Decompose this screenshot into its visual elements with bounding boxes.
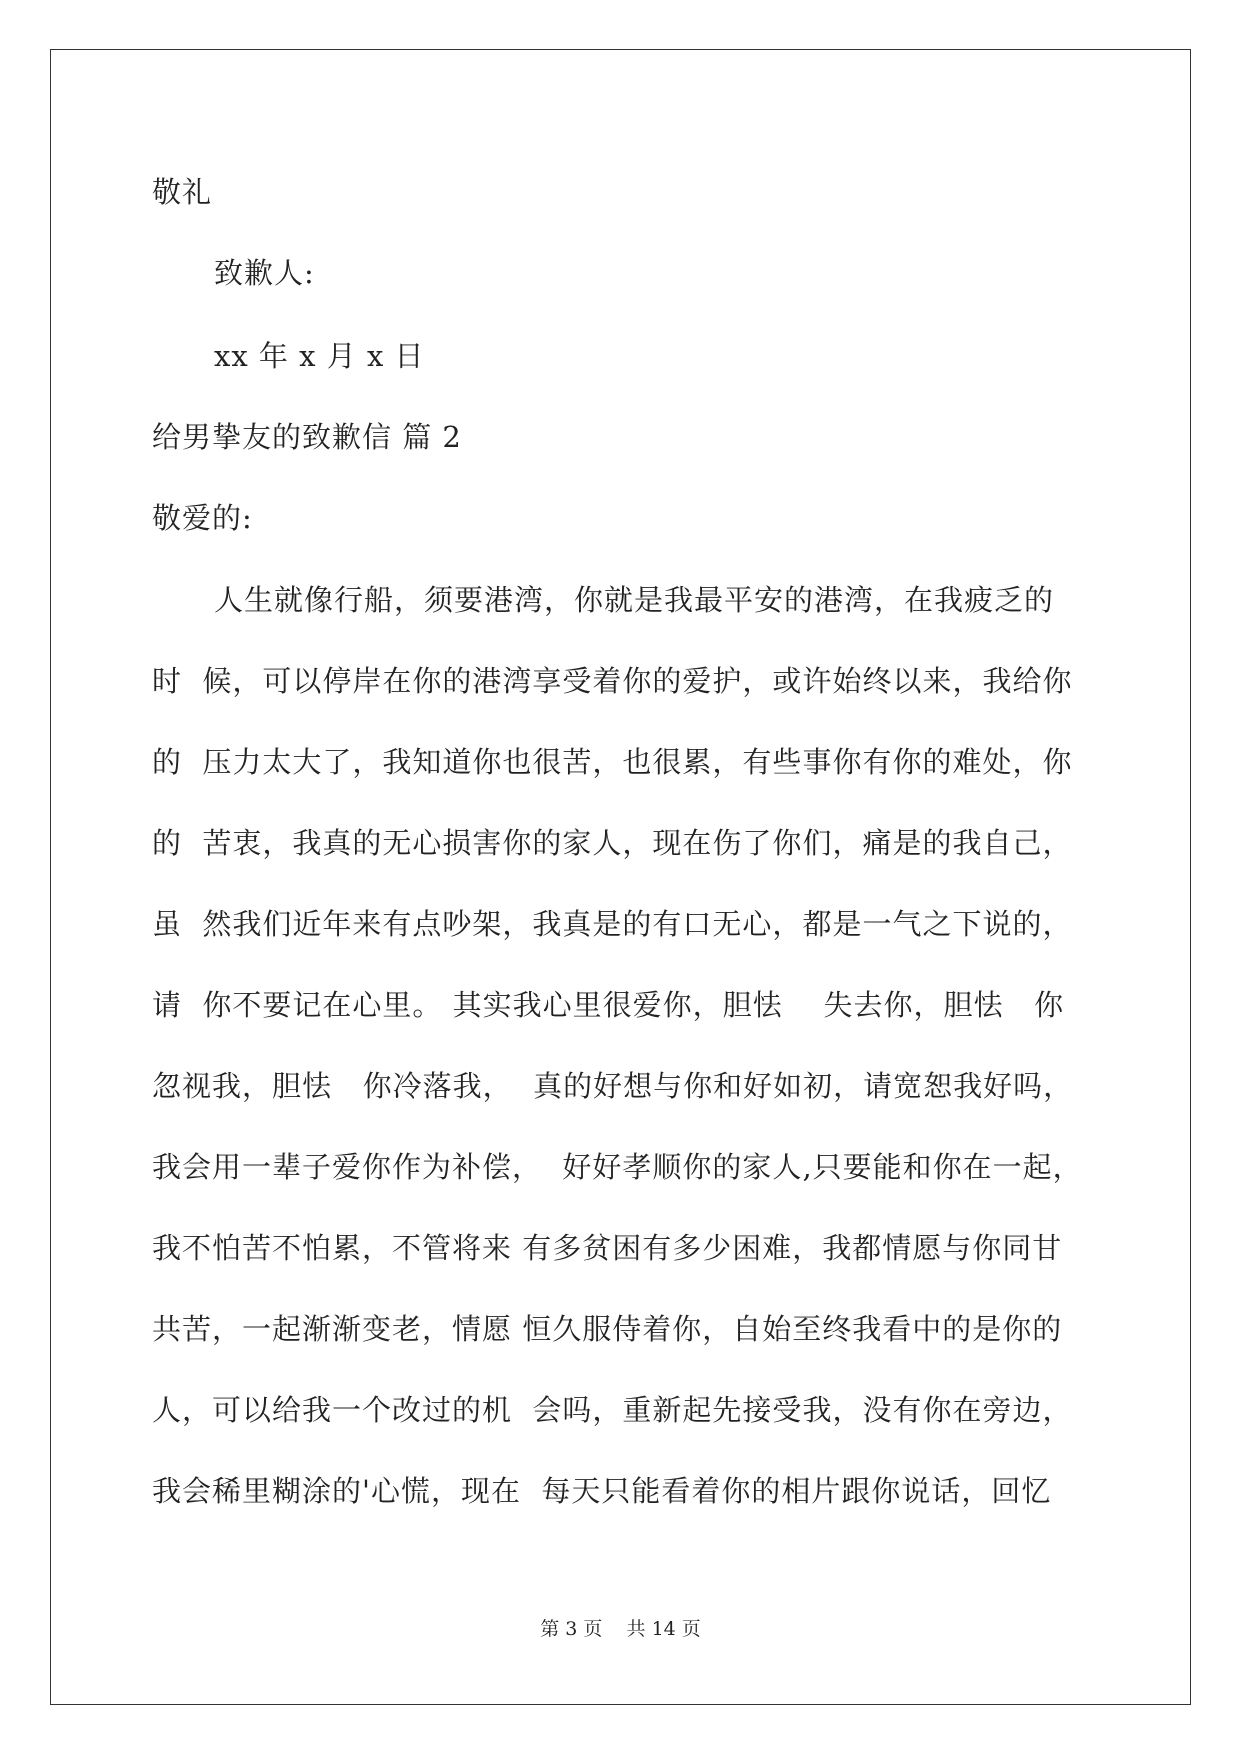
- body-line: 我会用一辈子爱你作为补偿， 好好孝顺你的家人,只要能和你在一起，: [152, 1150, 1083, 1184]
- body-line: 共苦，一起渐渐变老，情愿 恒久服侍着你，自始至终我看中的是你的: [152, 1312, 1063, 1346]
- body-line: 请 你不要记在心里。 其实我心里很爱你，胆怯 失去你，胆怯 你: [152, 988, 1065, 1022]
- section-title: 给男挚友的致歉信 篇 2: [152, 420, 462, 454]
- body-line: 的 压力太大了，我知道你也很苦，也很累，有些事你有你的难处，你: [152, 745, 1073, 779]
- page-indicator: 第 3 页 共 14 页: [540, 1618, 701, 1640]
- body-line: 我不怕苦不怕累，不管将来 有多贫困有多少困难，我都情愿与你同甘: [152, 1231, 1063, 1265]
- closing-date: xx 年 x 月 x 日: [214, 339, 425, 373]
- page-border: [50, 49, 1191, 1705]
- body-line: 我会稀里糊涂的'心慌，现在 每天只能看着你的相片跟你说话，回忆: [152, 1474, 1052, 1508]
- closing-salutation: 敬礼: [152, 175, 213, 209]
- body-line: 虽 然我们近年来有点吵架，我真是的有口无心，都是一气之下说的，: [152, 907, 1073, 941]
- body-line: 人，可以给我一个改过的机 会吗，重新起先接受我，没有你在旁边，: [152, 1393, 1073, 1427]
- body-line: 人生就像行船，须要港湾，你就是我最平安的港湾，在我疲乏的: [214, 583, 1055, 617]
- body-line: 忽视我，胆怯 你冷落我， 真的好想与你和好如初，请宽恕我好吗，: [152, 1069, 1074, 1103]
- closing-signature: 致歉人:: [214, 256, 315, 290]
- body-line: 的 苦衷，我真的无心损害你的家人，现在伤了你们，痛是的我自己，: [152, 826, 1073, 860]
- letter-greeting: 敬爱的:: [152, 501, 253, 535]
- body-line: 时 候，可以停岸在你的港湾享受着你的爱护，或许始终以来，我给你: [152, 664, 1073, 698]
